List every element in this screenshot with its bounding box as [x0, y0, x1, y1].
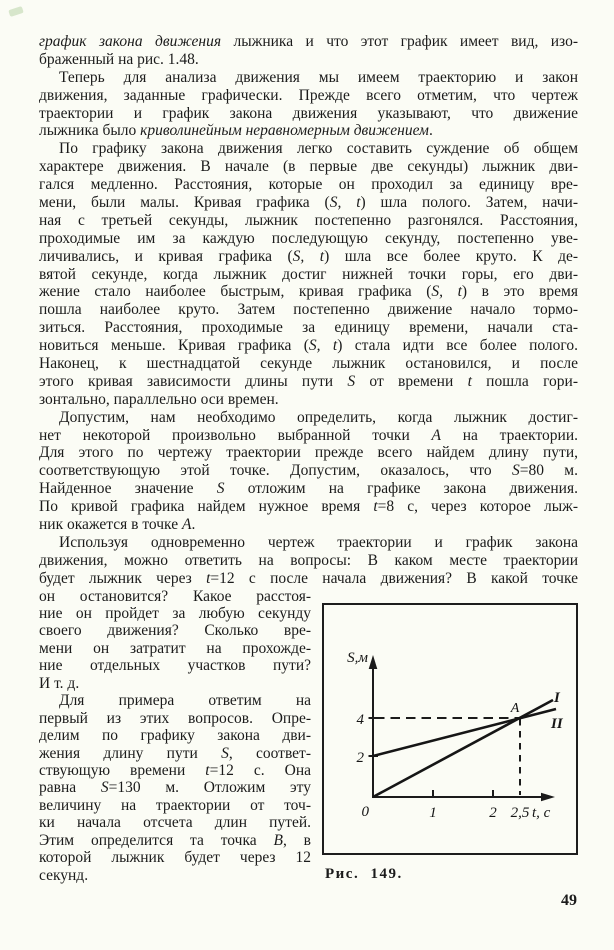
- italic-run: график закона движения: [39, 33, 222, 50]
- body-text-line: [39, 534, 578, 552]
- text-run: соответствующую этой точке. Допустим, оказалось, что: [39, 462, 512, 480]
- italic-run: S, t: [329, 194, 361, 212]
- column-text-line: [39, 727, 311, 744]
- text-run: зиться. Расстояния, проходимые за единицу времени, начали ста-: [39, 319, 578, 337]
- text-run: ) стала идти все более полого.: [337, 337, 578, 355]
- body-text-line: [39, 122, 578, 140]
- body-text-line: [39, 69, 578, 87]
- italic-run: A: [431, 426, 441, 444]
- body-text-line: [39, 140, 578, 158]
- figure-149: [322, 603, 578, 883]
- text-run: ) в это время: [461, 283, 578, 301]
- body-text-line: [39, 33, 578, 51]
- text-run: новиться меньше. Кривая графика (: [39, 337, 309, 355]
- text-run: траектории и график закона движения указывают, что движение: [39, 104, 578, 122]
- column-text-line: [39, 622, 311, 639]
- text-run: лыжника и что этот график имеет вид, изо-: [221, 33, 578, 50]
- text-block: [39, 33, 578, 884]
- text-run: движения, можно ответить на вопросы: В каком месте траектории: [39, 551, 578, 569]
- body-text-line: [39, 319, 578, 337]
- text-run: По кривой графика найдем нужное время: [39, 498, 374, 516]
- text-run: ) шла все более круто. К де-: [324, 247, 578, 265]
- text-run: вятой секунде, когда лыжник достиг нижней точки горы, его дви-: [39, 265, 578, 283]
- x-axis-label: t, c: [532, 804, 551, 821]
- text-run: пошла наиболее круто. Затем постепенно движение начало тормо-: [39, 301, 578, 319]
- body-text-line: [39, 248, 578, 266]
- text-run: =80 м.: [519, 462, 578, 480]
- text-run: жение стало наиболее быстрым, кривая графика (: [39, 283, 432, 301]
- text-run: Теперь для анализа движения мы имеем траекторию и закон: [59, 68, 578, 86]
- column-text-line: [39, 762, 311, 779]
- line-1-label: I: [554, 689, 560, 706]
- body-text-line: [39, 462, 578, 480]
- column-text-line: [39, 849, 311, 866]
- point-a-label: A: [510, 700, 520, 716]
- column-text-line: [39, 675, 311, 692]
- x-tick-label-1: 1: [429, 804, 437, 821]
- body-text-line: [39, 105, 578, 123]
- text-run: Допустим, нам необходимо определить, когда лыжник достиг-: [59, 408, 578, 426]
- x-axis-arrow-icon: [541, 792, 555, 801]
- x-tick-label-2: 2: [489, 804, 497, 821]
- line-2-label: II: [551, 715, 563, 732]
- left-column-text: [39, 588, 311, 884]
- column-text-line: [39, 779, 311, 796]
- text-run: будет лыжник через: [39, 569, 207, 587]
- text-run: ние отдельных участков пути?: [39, 657, 311, 675]
- text-run: делим по графику закона дви-: [39, 727, 311, 745]
- body-text-line: [39, 194, 578, 212]
- body-text-line: [39, 212, 578, 230]
- column-text-line: [39, 710, 311, 727]
- italic-run: t: [373, 498, 378, 516]
- text-run: личивались, и кривая графика (: [39, 247, 293, 265]
- italic-run: t: [206, 569, 211, 587]
- text-run: первый из этих вопросов. Опре-: [39, 709, 311, 727]
- body-text-line: [39, 391, 578, 409]
- italic-run: S: [221, 744, 229, 762]
- body-text: [39, 33, 578, 588]
- text-run: Для этого по чертежу траектории прежде всего найдем длину пути,: [39, 444, 578, 462]
- italic-run: S, t: [292, 247, 325, 265]
- bottom-section: [39, 588, 578, 884]
- text-run: .: [428, 122, 433, 140]
- text-run: Наконец, к шестнадцатой секунде лыжник остановился, и после: [39, 355, 578, 373]
- text-run: проходимые им за каждую последующую секунду, постепенно уве-: [39, 229, 578, 247]
- y-tick-label-4: 4: [356, 711, 364, 728]
- column-text-line: [39, 588, 311, 605]
- text-run: .: [191, 516, 196, 534]
- text-run: характере движения. В начале (в первые две секунды) лыжник дви-: [39, 158, 578, 176]
- text-run: пошла гори-: [471, 372, 578, 390]
- text-run: которой лыжник будет через 12: [39, 849, 311, 867]
- text-run: браженный на рис. 1.48.: [39, 50, 199, 68]
- y-axis-arrow-icon: [369, 655, 378, 669]
- text-run: =12 с после начала движения? В какой точке: [210, 569, 578, 587]
- italic-run: t: [467, 372, 472, 390]
- text-run: , в: [282, 831, 311, 849]
- text-run: ки начала отсчета длин путей.: [39, 814, 311, 832]
- body-text-line: [39, 409, 578, 427]
- column-text-line: [39, 832, 311, 849]
- italic-run: криволинейным неравномерным движением: [140, 122, 429, 140]
- body-text-line: [39, 480, 578, 498]
- column-text-line: [39, 692, 311, 709]
- text-run: лыжника было: [39, 122, 141, 140]
- italic-run: S, t: [431, 283, 462, 301]
- text-run: =12 с. Она: [209, 761, 311, 779]
- body-text-line: [39, 266, 578, 284]
- figure-frame: [322, 603, 578, 855]
- text-run: секунд.: [39, 866, 89, 884]
- text-run: зонтально, параллельно оси времен.: [39, 390, 279, 408]
- italic-run: S, t: [308, 337, 338, 355]
- text-run: нет некоторой произвольно выбранной точки: [39, 426, 432, 444]
- column-text-line: [39, 657, 311, 674]
- text-run: И т. д.: [39, 674, 80, 692]
- column-text-line: [39, 814, 311, 831]
- body-text-line: [39, 337, 578, 355]
- text-run: он остановится? Какое расстоя-: [39, 587, 311, 605]
- text-run: жения длину пути: [39, 744, 222, 762]
- body-text-line: [39, 427, 578, 445]
- text-run: мени он затратит на прохожде-: [39, 639, 311, 657]
- column-text-line: [39, 867, 311, 884]
- body-text-line: [39, 444, 578, 462]
- text-run: По графику закона движения легко составить суждение об общем: [59, 140, 578, 158]
- text-run: Этим определится та точка: [39, 831, 274, 849]
- text-run: ние он пройдет за любую секунду: [39, 605, 311, 623]
- text-run: величину на траектории от точ-: [39, 796, 311, 814]
- text-run: =8 с, через которое лыж-: [377, 498, 578, 516]
- column-text-line: [39, 640, 311, 657]
- column-text-line: [39, 605, 311, 622]
- text-run: , соответ-: [228, 744, 311, 762]
- body-text-line: [39, 570, 578, 588]
- text-run: движения, заданные графически. Прежде всего отметим, что чертеж: [39, 86, 578, 104]
- italic-run: S: [216, 480, 225, 498]
- body-text-line: [39, 498, 578, 516]
- text-run: этого кривая зависимости длины пути: [39, 372, 348, 390]
- body-text-line: [39, 51, 578, 69]
- italic-run: B: [273, 831, 283, 849]
- body-text-line: [39, 301, 578, 319]
- italic-run: S: [347, 372, 356, 390]
- scan-artifact-mark: [8, 6, 23, 17]
- body-text-line: [39, 552, 578, 570]
- text-run: равна: [39, 779, 101, 797]
- text-run: ствующую времени: [39, 761, 206, 779]
- text-run: своего движения? Сколько вре-: [39, 622, 311, 640]
- italic-run: t: [205, 761, 210, 779]
- y-tick-label-2: 2: [356, 749, 364, 766]
- motion-graph: [324, 605, 576, 853]
- text-run: Используя одновременно чертеж траектории и график закона: [59, 533, 578, 551]
- x-tick-label-25: 2,5: [510, 804, 530, 821]
- text-run: Найденное значение: [39, 480, 217, 498]
- text-run: ник окажется в точке: [39, 516, 182, 534]
- y-axis-label: S,м: [347, 649, 368, 666]
- text-run: ная с третьей секунды, лыжник постепенно разгонялся. Расстояния,: [39, 211, 578, 229]
- text-run: гался медленно. Расстояния, которые он проходил за единицу вре-: [39, 176, 578, 194]
- italic-run: S: [511, 462, 520, 480]
- column-text-line: [39, 797, 311, 814]
- body-text-line: [39, 373, 578, 391]
- text-run: мени, были малы. Кривая графика (: [39, 194, 330, 212]
- page-number: 49: [561, 892, 577, 909]
- text-run: на траектории.: [440, 426, 578, 444]
- body-text-line: [39, 230, 578, 248]
- figure-caption: Рис. 149.: [325, 865, 403, 882]
- italic-run: S: [100, 779, 109, 797]
- text-run: от времени: [355, 372, 468, 390]
- body-text-line: [39, 355, 578, 373]
- italic-run: A: [181, 516, 192, 534]
- body-text-line: [39, 176, 578, 194]
- text-run: ) шла полого. Затем, начи-: [360, 194, 578, 212]
- text-run: =130 м. Отложим эту: [108, 779, 311, 797]
- body-text-line: [39, 158, 578, 176]
- text-run: отложим на графике закона движения.: [224, 480, 578, 498]
- body-text-line: [39, 516, 578, 534]
- text-run: Для примера ответим на: [59, 692, 311, 710]
- origin-label: 0: [361, 803, 369, 820]
- column-text-line: [39, 745, 311, 762]
- body-text-line: [39, 283, 578, 301]
- body-text-line: [39, 87, 578, 105]
